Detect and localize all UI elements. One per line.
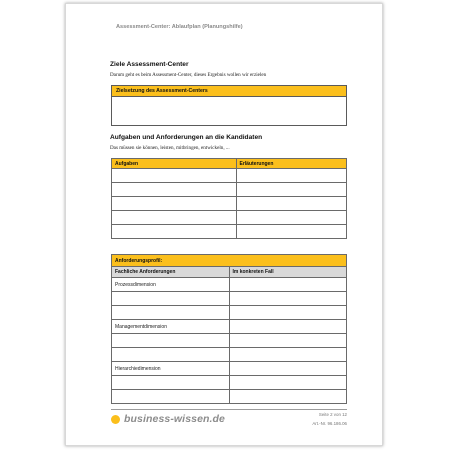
- table-row: [112, 320, 347, 334]
- table-row: [112, 390, 347, 404]
- table-row: [112, 334, 347, 348]
- table-row: [112, 197, 347, 211]
- ziele-heading: Ziele Assessment-Center: [110, 61, 189, 68]
- column-header-im-konkreten-fall: Im konkreten Fall: [229, 267, 347, 278]
- erlaeuterungen-cell[interactable]: [236, 183, 347, 197]
- erlaeuterungen-cell[interactable]: [236, 225, 347, 239]
- aufgaben-cell[interactable]: [112, 225, 237, 239]
- erlaeuterungen-cell[interactable]: [236, 211, 347, 225]
- konkreter-fall-cell[interactable]: [229, 376, 347, 390]
- konkreter-fall-cell[interactable]: [229, 390, 347, 404]
- table-header-row: [112, 159, 347, 169]
- aufgaben-heading: Aufgaben und Anforderungen an die Kandidaten: [110, 134, 263, 141]
- brand-logo: [111, 413, 225, 425]
- table-row: [112, 376, 347, 390]
- fachliche-anforderung-cell[interactable]: [112, 306, 230, 320]
- logo-dot-icon: [111, 415, 120, 424]
- aufgaben-subtitle: Das müssen sie können, leisten, mitbringen, entwickeln, ...: [110, 145, 230, 151]
- table-row: [112, 225, 347, 239]
- column-header-aufgaben: Aufgaben: [112, 159, 237, 169]
- page-header-title: Assessment-Center: Ablaufplan (Planungshilfe): [116, 24, 243, 30]
- table-header-row: [112, 267, 347, 278]
- fachliche-anforderung-cell[interactable]: [112, 334, 230, 348]
- table-title-row: [112, 255, 347, 267]
- table-row: [112, 306, 347, 320]
- konkreter-fall-cell[interactable]: [229, 334, 347, 348]
- konkreter-fall-cell[interactable]: [229, 348, 347, 362]
- fachliche-anforderung-cell[interactable]: Prozessdimension: [112, 278, 230, 292]
- zielsetzung-box[interactable]: [111, 85, 347, 126]
- aufgaben-cell[interactable]: [112, 183, 237, 197]
- konkreter-fall-cell[interactable]: [229, 362, 347, 376]
- aufgaben-cell[interactable]: [112, 211, 237, 225]
- fachliche-anforderung-cell[interactable]: [112, 376, 230, 390]
- konkreter-fall-cell[interactable]: [229, 278, 347, 292]
- fachliche-anforderung-cell[interactable]: [112, 348, 230, 362]
- aufgaben-cell[interactable]: [112, 197, 237, 211]
- aufgaben-table: [111, 158, 347, 239]
- anforderungsprofil-table: [111, 254, 347, 404]
- column-header-erlaeuterungen: Erläuterungen: [236, 159, 347, 169]
- table-row: [112, 169, 347, 183]
- fachliche-anforderung-cell[interactable]: [112, 390, 230, 404]
- fachliche-anforderung-cell[interactable]: [112, 292, 230, 306]
- table-row: [112, 362, 347, 376]
- footer-divider: [111, 409, 347, 410]
- table-row: [112, 292, 347, 306]
- profil-title: Anforderungsprofil:: [112, 255, 347, 267]
- fachliche-anforderung-cell[interactable]: Managementdimension: [112, 320, 230, 334]
- aufgaben-cell[interactable]: [112, 169, 237, 183]
- table-row: [112, 348, 347, 362]
- table-row: [112, 278, 347, 292]
- ziele-subtitle: Darum geht es beim Assessment-Center, dieses Ergebnis wollen wir erzielen: [110, 72, 267, 78]
- page-number: Seite 2 von 12: [318, 412, 347, 417]
- konkreter-fall-cell[interactable]: [229, 306, 347, 320]
- table-row: [112, 183, 347, 197]
- brand-name: business-wissen.de: [124, 413, 226, 425]
- konkreter-fall-cell[interactable]: [229, 292, 347, 306]
- fachliche-anforderung-cell[interactable]: Hierarchiedimension: [112, 362, 230, 376]
- erlaeuterungen-cell[interactable]: [236, 169, 347, 183]
- table-row: [112, 211, 347, 225]
- konkreter-fall-cell[interactable]: [229, 320, 347, 334]
- zielsetzung-label: Zielsetzung des Assessment-Centers: [112, 86, 346, 97]
- column-header-fachliche-anforderungen: Fachliche Anforderungen: [112, 267, 230, 278]
- erlaeuterungen-cell[interactable]: [236, 197, 347, 211]
- article-number: Art.-Nr. 96.186.06: [312, 421, 347, 426]
